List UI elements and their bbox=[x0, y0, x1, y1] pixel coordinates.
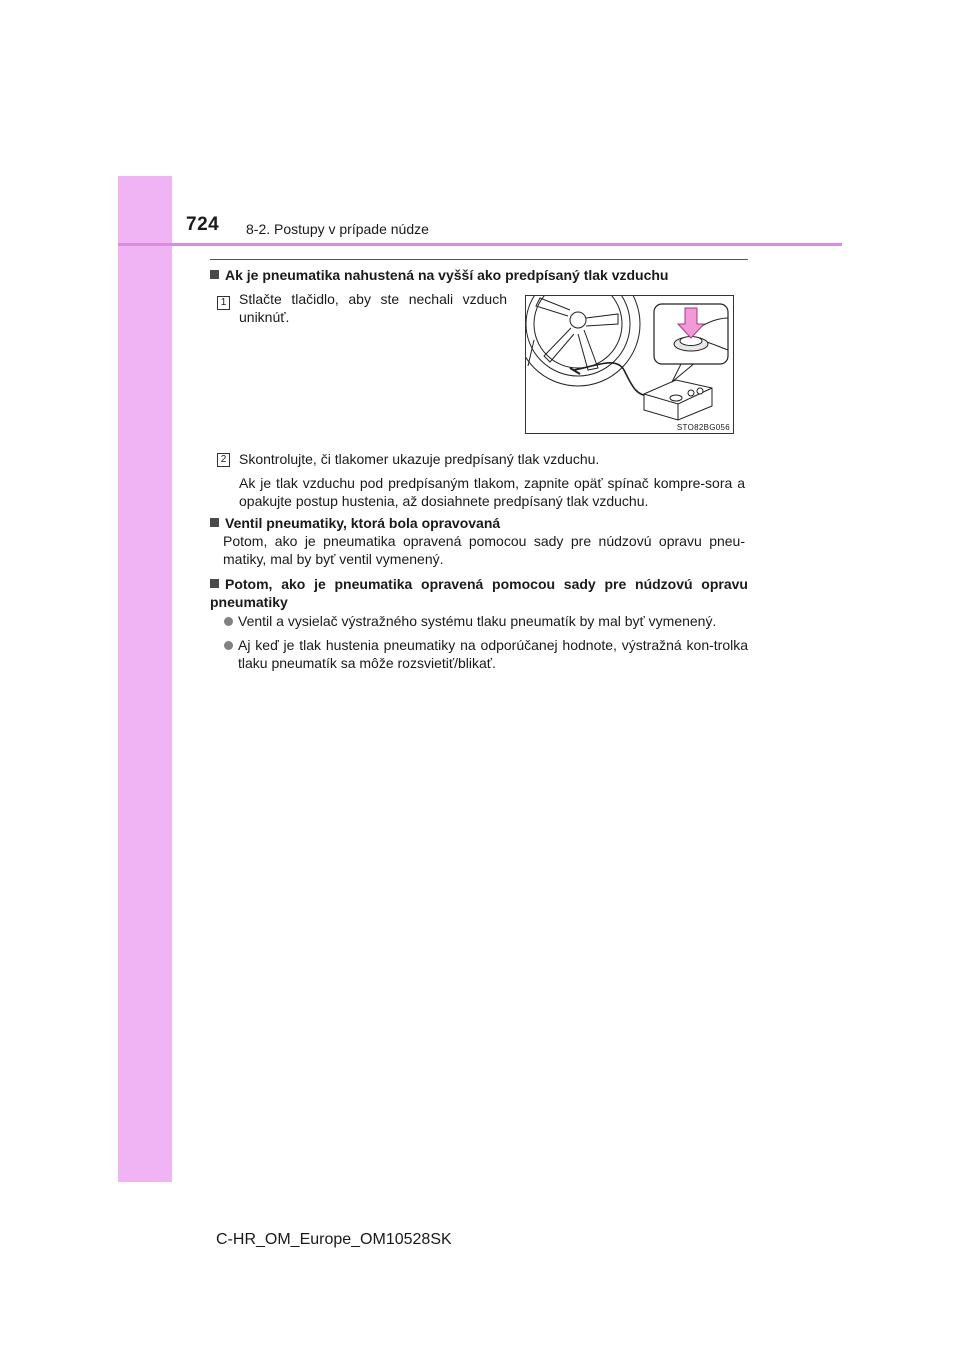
square-bullet-icon bbox=[210, 270, 219, 279]
section-title: 8-2. Postupy v prípade núdze bbox=[246, 221, 429, 237]
step-2-text: Skontrolujte, či tlakomer ukazuje predpísaný tlak vzduchu. bbox=[239, 451, 600, 467]
heading-after-repair: Potom, ako je pneumatika opravená pomocou sady pre núdzovú opravu pneumatiky bbox=[210, 576, 748, 610]
round-bullet-icon bbox=[224, 641, 233, 650]
section-divider bbox=[210, 259, 748, 260]
tire-compressor-drawing bbox=[526, 296, 733, 433]
step-number-1: 1 bbox=[217, 296, 230, 310]
header-rule bbox=[118, 243, 842, 246]
heading-overinflated: Ak je pneumatika nahustená na vyšší ako predpísaný tlak vzduchu bbox=[210, 266, 750, 284]
figure-code: STO82BG056 bbox=[676, 423, 730, 432]
document-code: C-HR_OM_Europe_OM10528SK bbox=[216, 1231, 452, 1248]
bullet-item-1: Ventil a vysielač výstražného systému tlaku pneumatík by mal byť vymenený. bbox=[238, 613, 717, 629]
step-2-note: Ak je tlak vzduchu pod predpísaným tlakom, zapnite opäť spínač kompre-sora a opakujte postup hustenia, až dosiahnete predpísaný tlak vzduchu. bbox=[239, 475, 745, 509]
step-number-2: 2 bbox=[217, 453, 230, 467]
page-number: 724 bbox=[186, 214, 220, 235]
valve-paragraph: Potom, ako je pneumatika opravená pomocou sady pre núdzovú opravu pneu-matiky, mal by byť ventil vymenený. bbox=[223, 533, 745, 567]
square-bullet-icon bbox=[210, 579, 219, 588]
round-bullet-icon bbox=[224, 617, 233, 626]
chapter-sidebar bbox=[118, 176, 172, 1182]
compressor-illustration bbox=[525, 295, 734, 434]
heading-valve: Ventil pneumatiky, ktorá bola opravovaná bbox=[210, 514, 750, 532]
bullet-item-2: Aj keď je tlak hustenia pneumatiky na odporúčanej hodnote, výstražná kon-trolka tlaku pneumatík sa môže rozsvietiť/blikať. bbox=[238, 637, 748, 671]
step-1-text: Stlačte tlačidlo, aby ste nechali vzduch uniknúť. bbox=[239, 291, 507, 325]
square-bullet-icon bbox=[210, 518, 219, 527]
